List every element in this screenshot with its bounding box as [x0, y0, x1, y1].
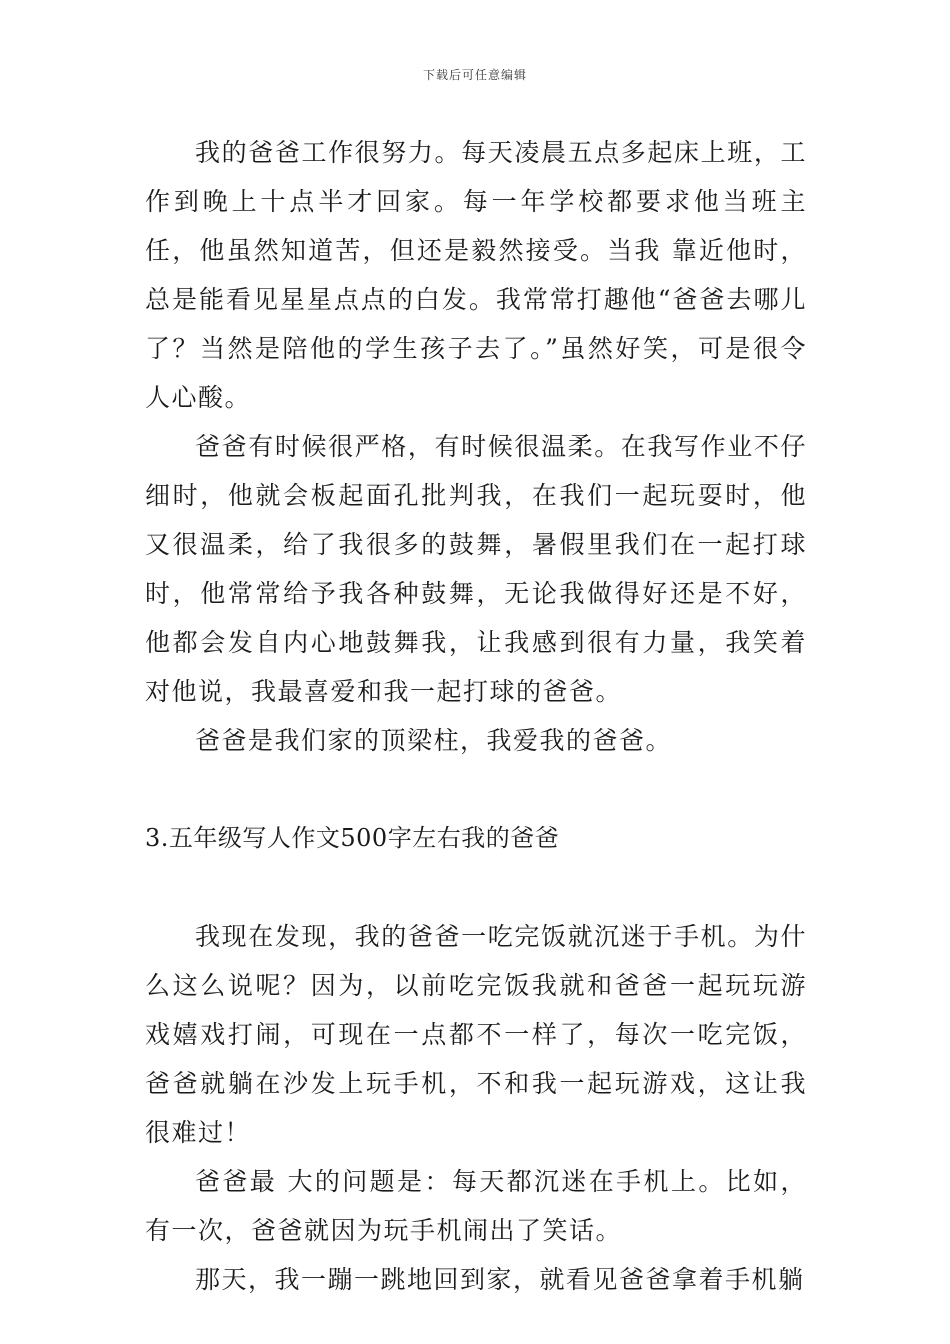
- paragraph: 我的爸爸工作很努力。每天凌晨五点多起床上班，工作到晚上十点半才回家。每一年学校都要求他当班主任，他虽然知道苦，但还是毅然接受。当我 靠近他时，总是能看见星星点点的白发。我常常打趣他“爸爸去哪儿了？当然是陪他的学生孩子去了。”虽然好笑，可是很令人心酸。: [145, 138, 807, 412]
- section-heading: 3.五年级写人作文500字左右我的爸爸: [145, 824, 560, 852]
- paragraph: 爸爸是我们家的顶梁柱，我爱我的爸爸。: [195, 726, 673, 755]
- paragraph: 那天，我一蹦一跳地回到家，就看见爸爸拿着手机躺: [195, 1265, 805, 1294]
- paragraph: 爸爸有时候很严格，有时候很温柔。在我写作业不仔细时，他就会板起面孔批判我，在我们一起玩耍时，他又很温柔，给了我很多的鼓舞，暑假里我们在一起打球时，他常常给予我各种鼓舞，无论我做得好还是不好，他都会发自内心地鼓舞我，让我感到很有力量，我笑着对他说，我最喜爱和我一起打球的爸爸。: [145, 432, 807, 706]
- page-header: 下载后可任意编辑: [422, 68, 527, 82]
- paragraph: 爸爸最 大的问题是：每天都沉迷在手机上。比如，有一次，爸爸就因为玩手机闹出了笑话。: [145, 1167, 807, 1245]
- paragraph: 我现在发现，我的爸爸一吃完饭就沉迷于手机。为什么这么说呢？因为，以前吃完饭我就和爸爸一起玩玩游戏嬉戏打闹，可现在一点都不一样了，每次一吃完饭，爸爸就躺在沙发上玩手机，不和我一起玩游戏，这让我很难过！: [145, 922, 807, 1147]
- document-body: [145, 128, 807, 1304]
